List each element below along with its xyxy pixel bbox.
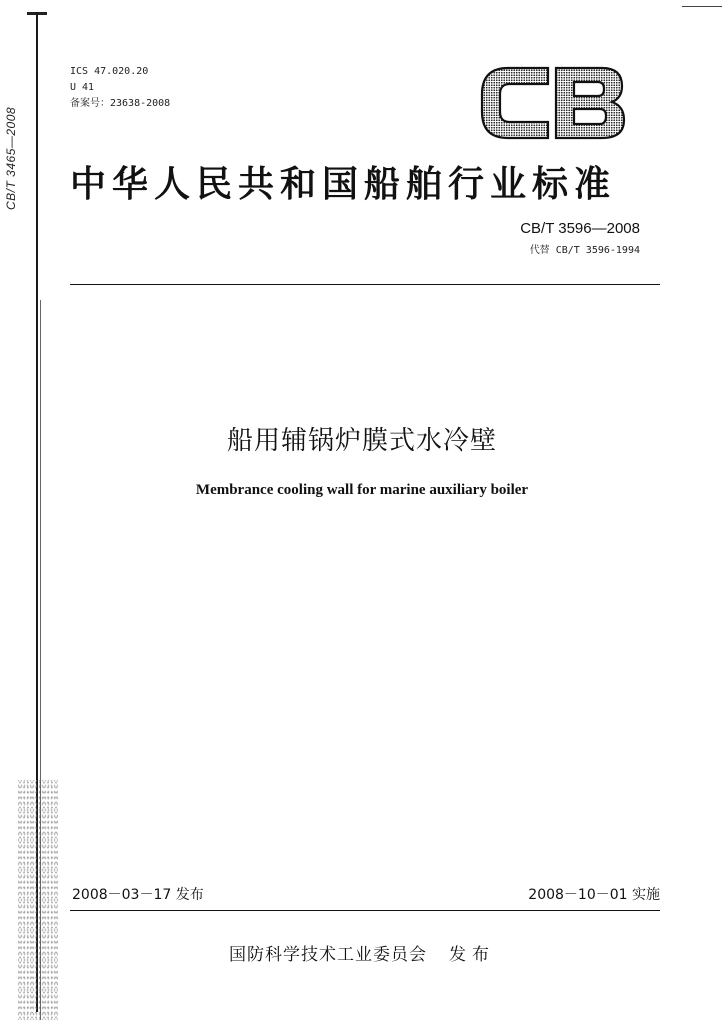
header-divider [70,284,660,285]
document-title-en: Membrance cooling wall for marine auxiliary boiler [195,482,529,498]
spine-code: CB/T 3465—2008 [4,106,18,210]
issue-date: 2008－03－17 发布 [72,887,204,903]
footer-divider [70,910,660,911]
replaces-standard: 代替 CB/T 3596-1994 [529,245,640,256]
ics-code: ICS 47.020.20 [70,66,149,77]
industry-standard-title: 中华人民共和国船舶行业标准 [70,164,617,205]
document-title-cn: 船用辅锅炉膜式水冷壁 [226,426,497,456]
implementation-date: 2008－10－01 实施 [528,887,660,903]
standard-code: CB/T 3596—2008 [520,220,640,237]
scan-noise [18,780,58,1020]
corner-mark [682,6,722,7]
cb-logo [478,64,626,142]
publish-action: 发布 [449,945,495,965]
publisher-line [0,940,724,965]
classification-code: U 41 [70,82,95,93]
meta-block [70,64,170,112]
publisher-name: 国防科学技术工业委员会 [229,945,427,965]
filing-number: 备案号：23638-2008 [70,98,171,109]
